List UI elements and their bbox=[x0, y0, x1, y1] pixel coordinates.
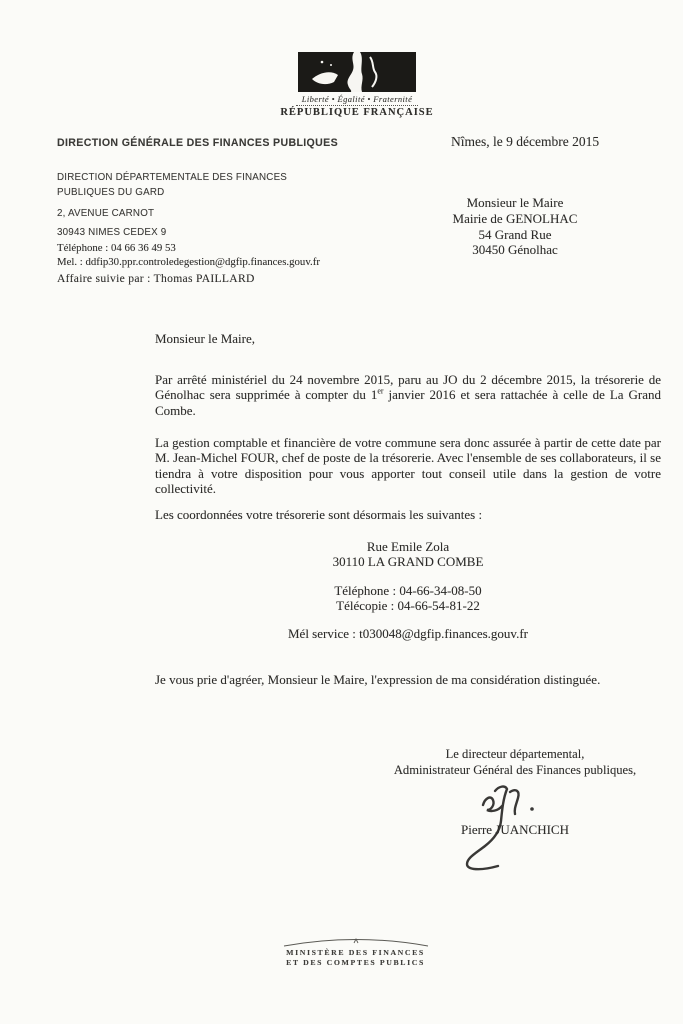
handled-by-line: Affaire suivie par : Thomas PAILLARD bbox=[57, 272, 255, 285]
paragraph-2: La gestion comptable et financière de votre commune sera donc assurée à partir de cette date par M. Jean-Michel FOUR, chef de poste de la trésorerie. Avec l'ensemble de ses collaborateurs, il se tiendra à votre disposition pour vous apporter tout conseil utile dans la gestion de votre collectivité. bbox=[155, 435, 661, 496]
recipient-line-1: Monsieur le Maire bbox=[466, 195, 564, 210]
signature-title-2: Administrateur Général des Finances publiques, bbox=[393, 762, 637, 777]
signature-title-block bbox=[375, 747, 655, 778]
logo-motto: Liberté • Égalité • Fraternité bbox=[301, 94, 413, 104]
treasury-phone: Téléphone : 04-66-34-08-50 bbox=[334, 583, 482, 598]
paragraph-1-superscript: er bbox=[377, 386, 384, 396]
treasury-fax: Télécopie : 04-66-54-81-22 bbox=[336, 598, 480, 614]
sender-phone: Téléphone : 04 66 36 49 53 bbox=[57, 242, 176, 254]
recipient-line-2: Mairie de GENOLHAC bbox=[452, 210, 578, 226]
footer-line-2: ET DES COMPTES PUBLICS bbox=[286, 958, 425, 967]
org-title: DIRECTION GÉNÉRALE DES FINANCES PUBLIQUES bbox=[57, 137, 338, 149]
sender-city: 30943 NIMES CEDEX 9 bbox=[57, 227, 167, 238]
recipient-line-3: 54 Grand Rue bbox=[478, 226, 552, 242]
sender-block bbox=[57, 170, 320, 268]
recipient-line-4: 30450 Génolhac bbox=[472, 242, 558, 258]
sender-dept-line1: DIRECTION DÉPARTEMENTALE DES FINANCES bbox=[57, 172, 288, 183]
treasury-email: Mél service : t030048@dgfip.finances.gouv.fr bbox=[287, 626, 528, 641]
signature-name: Pierre JUANCHICH bbox=[461, 822, 569, 837]
recipient-block bbox=[430, 195, 600, 258]
salutation: Monsieur le Maire, bbox=[155, 331, 256, 346]
paragraph-1-text-continued: janvier 2016 et sera rattachée à celle de La Grand Combe. bbox=[155, 387, 661, 418]
footer-arc-icon bbox=[276, 936, 436, 947]
sender-email: Mel. : ddfip30.ppr.controledegestion@dgfip.finances.gouv.fr bbox=[57, 256, 320, 268]
paragraph-1-text: Par arrêté ministériel du 24 novembre 2015, paru au JO du 2 décembre 2015, la trésorerie de Génolhac sera supprimée à compter du 1 bbox=[155, 372, 661, 403]
sender-dept-line2: PUBLIQUES DU GARD bbox=[57, 187, 165, 198]
logo-divider bbox=[296, 105, 418, 106]
treasury-street: Rue Emile Zola bbox=[366, 539, 450, 554]
treasury-city: 30110 LA GRAND COMBE bbox=[332, 554, 484, 570]
logo-country: RÉPUBLIQUE FRANÇAISE bbox=[280, 107, 434, 118]
closing-paragraph: Je vous prie d'agréer, Monsieur le Maire, l'expression de ma considération distinguée. bbox=[155, 672, 601, 687]
treasury-contact-block bbox=[155, 583, 661, 614]
footer-line-1: MINISTÈRE DES FINANCES bbox=[286, 948, 425, 957]
paragraph-3: Les coordonnées votre trésorerie sont désormais les suivantes : bbox=[155, 507, 483, 522]
signature-title-1: Le directeur départemental, bbox=[445, 747, 585, 761]
treasury-address-block bbox=[155, 539, 661, 570]
sender-street: 2, AVENUE CARNOT bbox=[57, 208, 155, 219]
ministry-footer bbox=[243, 936, 468, 968]
dateline: Nîmes, le 9 décembre 2015 bbox=[451, 134, 600, 149]
marianne-logo-icon bbox=[298, 52, 416, 92]
paragraph-1 bbox=[155, 372, 661, 418]
republique-francaise-logo bbox=[279, 52, 435, 118]
